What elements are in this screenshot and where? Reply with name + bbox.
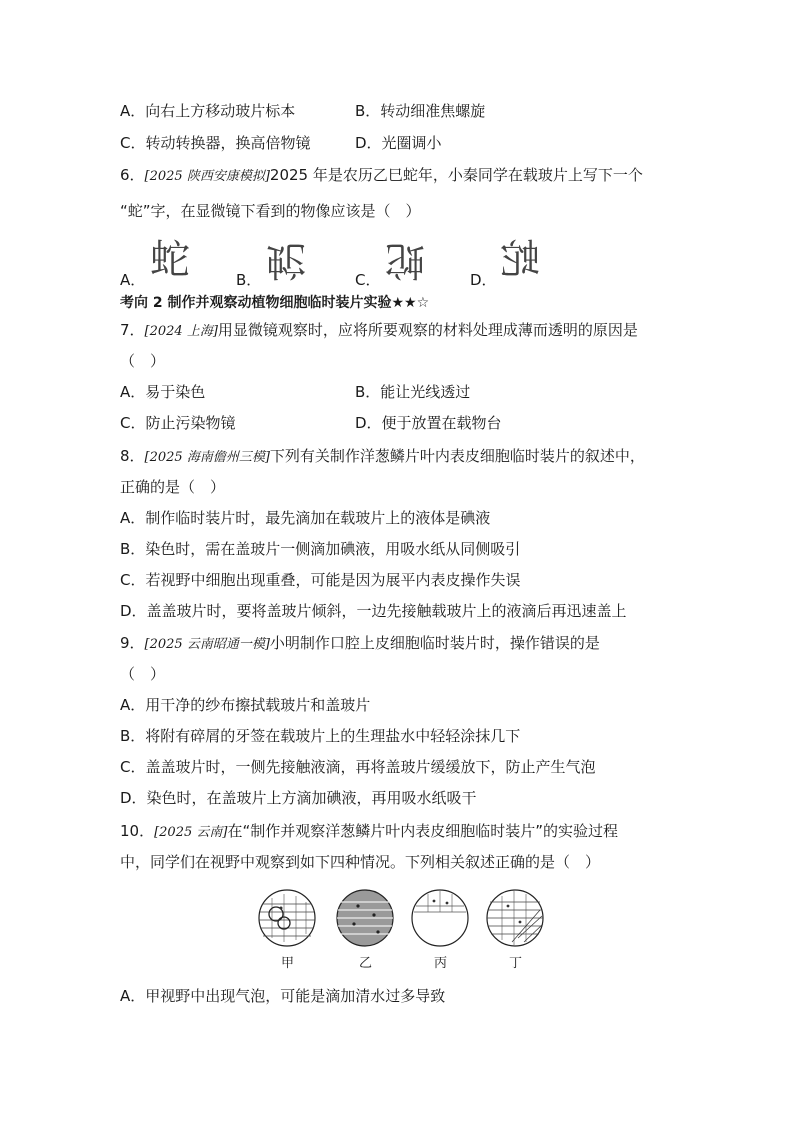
field-ding <box>487 890 543 946</box>
q9-stem-line1 <box>120 633 600 655</box>
q7-source: [2024 上海] <box>144 324 218 339</box>
q7-text1: 用显微镜观察时，应将所要观察的材料处理成薄而透明的原因是 <box>217 321 638 339</box>
q6-option-c-glyph: 蛇 <box>385 237 425 283</box>
q10-stem-line1 <box>120 821 618 843</box>
field-jia <box>259 890 315 946</box>
q8-option-c: C．若视野中细胞出现重叠，可能是因为展平内表皮操作失误 <box>120 571 521 589</box>
q8-source: [2025 海南儋州三模] <box>144 450 270 465</box>
q9-stem-line2: （ ） <box>120 665 166 683</box>
q7-option-a: A．易于染色 <box>120 383 206 401</box>
q8-option-a: A．制作临时装片时，最先滴加在载玻片上的液体是碘液 <box>120 509 491 527</box>
q9-text1: 小明制作口腔上皮细胞临时装片时，操作错误的是 <box>269 634 600 652</box>
q5-option-a: A．向右上方移动玻片标本 <box>120 102 296 120</box>
q7-option-d: D．便于放置在载物台 <box>355 414 502 432</box>
section-heading-2: 考向 2 制作并观察动植物细胞临时装片实验★★☆ <box>120 295 430 311</box>
q10-microscope-fields-figure <box>250 888 550 971</box>
q7-stem-line1 <box>120 320 638 342</box>
q6-source: [2025 陕西安康模拟] <box>144 169 270 184</box>
caption-jia: 甲 <box>281 956 295 971</box>
q9-number: 9． <box>120 634 145 652</box>
q10-stem-line2: 中，同学们在视野中观察到如下四种情况。下列相关叙述正确的是（ ） <box>120 853 601 871</box>
q7-option-b: B．能让光线透过 <box>355 383 471 401</box>
q8-option-d: D．盖盖玻片时，要将盖玻片倾斜，一边先接触载玻片上的液滴后再迅速盖上 <box>120 602 627 620</box>
q6-option-b-glyph: 蛇 <box>266 237 306 283</box>
q10-fields-svg <box>250 888 550 948</box>
q5-option-c: C．转动转换器，换高倍物镜 <box>120 134 311 152</box>
caption-bing: 丙 <box>434 956 448 971</box>
field-bing <box>412 890 468 946</box>
q10-source: [2025 云南] <box>154 825 228 840</box>
q9-option-d: D．染色时，在盖玻片上方滴加碘液，再用吸水纸吸干 <box>120 789 477 807</box>
q6-option-c-label: C． <box>355 271 381 289</box>
caption-yi: 乙 <box>359 956 373 971</box>
q6-text1: 2025 年是农历乙巳蛇年，小秦同学在载玻片上写下一个 <box>269 166 643 184</box>
q10-text1: 在“制作并观察洋葱鳞片叶内表皮细胞临时装片”的实验过程 <box>227 822 619 840</box>
q9-option-a: A．用干净的纱布擦拭载玻片和盖玻片 <box>120 696 371 714</box>
q5-option-d: D．光圈调小 <box>355 134 442 152</box>
q7-stem-line2: （ ） <box>120 352 166 370</box>
q6-option-b-label: B． <box>236 271 262 289</box>
q10-option-a: A．甲视野中出现气泡，可能是滴加清水过多导致 <box>120 987 446 1005</box>
q9-source: [2025 云南昭通一模] <box>144 637 270 652</box>
q10-number: 10． <box>120 822 155 840</box>
field-yi <box>337 890 393 946</box>
q6-option-d-label: D． <box>470 271 497 289</box>
q7-number: 7． <box>120 321 145 339</box>
q6-stem-line2: “蛇”字，在显微镜下看到的物像应该是（ ） <box>120 202 421 220</box>
q8-text1: 下列有关制作洋葱鳞片叶内表皮细胞临时装片的叙述中， <box>269 447 645 465</box>
q8-option-b: B．染色时，需在盖玻片一侧滴加碘液，用吸水纸从同侧吸引 <box>120 540 521 558</box>
q5-option-b: B．转动细准焦螺旋 <box>355 102 486 120</box>
q8-number: 8． <box>120 447 145 465</box>
q6-option-a-glyph: 蛇 <box>150 237 190 283</box>
q6-number: 6． <box>120 166 145 184</box>
q9-option-b: B．将附有碎屑的牙签在载玻片上的生理盐水中轻轻涂抹几下 <box>120 727 521 745</box>
q7-option-c: C．防止污染物镜 <box>120 414 236 432</box>
q8-stem-line1 <box>120 446 645 468</box>
q6-stem-line1 <box>120 165 643 187</box>
q8-stem-line2: 正确的是（ ） <box>120 478 226 496</box>
caption-ding: 丁 <box>509 956 523 971</box>
q6-option-a-label: A． <box>120 271 146 289</box>
q9-option-c: C．盖盖玻片时，一侧先接触液滴，再将盖玻片缓缓放下，防止产生气泡 <box>120 758 596 776</box>
q6-option-d-glyph: 蛇 <box>500 237 540 283</box>
